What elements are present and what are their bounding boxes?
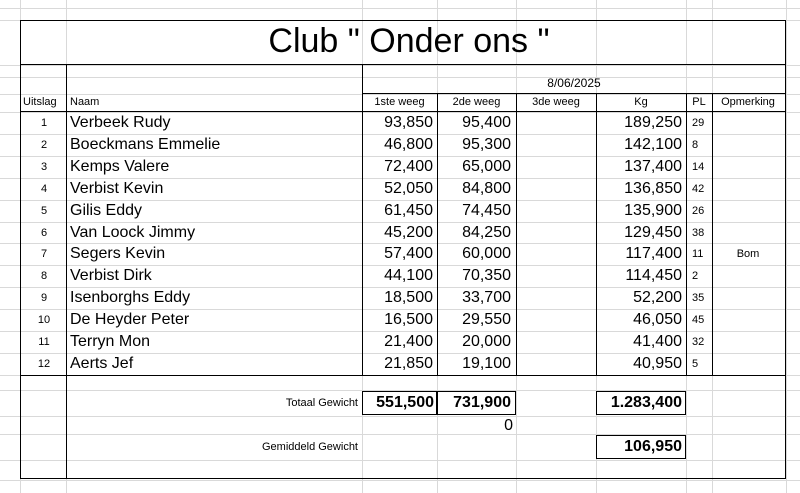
cell-pl: 38	[692, 227, 705, 239]
header-rank: Uitslag	[23, 97, 57, 108]
cell-rank: 8	[40, 271, 48, 283]
cell-rank: 10	[37, 315, 51, 327]
cell-rank: 9	[40, 293, 48, 305]
cell-rank: 12	[37, 358, 51, 370]
total-w2: 731,900	[453, 395, 511, 411]
cell-kg: 114,450	[625, 268, 682, 285]
cell-pl: 35	[692, 293, 705, 305]
cell-pl: 5	[692, 358, 699, 370]
cell-pl: 42	[692, 183, 705, 195]
cell-rank: 7	[40, 249, 48, 261]
cell-name: De Heyder Peter	[70, 312, 190, 329]
cell-name: Verbeek Rudy	[70, 115, 171, 131]
cell-pl: 29	[692, 118, 705, 129]
cell-w2: 95,400	[462, 115, 511, 131]
cell-w2: 19,100	[462, 355, 511, 372]
cell-pl: 11	[692, 249, 704, 261]
cell-w2: 60,000	[462, 246, 511, 263]
header-w3: 3de weeg	[532, 97, 580, 108]
cell-kg: 41,400	[633, 334, 682, 350]
cell-rank: 4	[40, 183, 48, 195]
total-extra: 0	[504, 418, 513, 434]
cell-rank: 1	[40, 118, 48, 129]
cell-w1: 21,850	[384, 355, 433, 372]
cell-w1: 46,800	[384, 136, 433, 153]
cell-rank: 11	[38, 337, 50, 348]
cell-w2: 29,550	[462, 312, 511, 329]
cell-pl: 26	[692, 205, 705, 217]
cell-rank: 6	[40, 227, 48, 239]
cell-w1: 45,200	[384, 224, 433, 241]
header-w1: 1ste weeg	[374, 97, 425, 108]
cell-pl: 14	[692, 161, 705, 173]
cell-kg: 46,050	[633, 312, 682, 329]
cell-w1: 93,850	[384, 115, 433, 131]
cell-kg: 189,250	[624, 115, 682, 131]
average-label: Gemiddeld Gewicht	[262, 442, 358, 453]
header-remark: Opmerking	[721, 97, 775, 108]
cell-w2: 33,700	[462, 290, 511, 307]
cell-name: Segers Kevin	[70, 246, 166, 263]
total-label: Totaal Gewicht	[285, 398, 358, 409]
cell-pl: 32	[692, 337, 705, 348]
cell-kg: 129,450	[624, 224, 682, 241]
cell-pl: 8	[692, 139, 699, 151]
cell-w2: 70,350	[462, 268, 511, 285]
cell-name: Boeckmans Emmelie	[70, 136, 221, 153]
cell-name: Kemps Valere	[70, 158, 170, 175]
cell-kg: 135,900	[624, 202, 682, 219]
cell-kg: 136,850	[624, 180, 682, 197]
cell-w2: 84,250	[462, 224, 511, 241]
header-w2: 2de weeg	[452, 97, 501, 108]
cell-w1: 52,050	[384, 180, 433, 197]
cell-kg: 137,400	[624, 158, 682, 175]
total-kg: 1.283,400	[610, 395, 682, 411]
cell-w2: 95,300	[462, 136, 511, 153]
cell-w2: 84,800	[462, 180, 511, 197]
cell-w1: 16,500	[384, 312, 433, 329]
cell-name: Terryn Mon	[70, 334, 151, 350]
cell-rank: 5	[40, 205, 48, 217]
cell-pl: 2	[692, 271, 699, 283]
cell-kg: 40,950	[633, 355, 682, 372]
cell-name: Verbist Kevin	[70, 180, 164, 197]
cell-name: Verbist Dirk	[70, 268, 152, 285]
header-name: Naam	[70, 97, 100, 108]
cell-w1: 44,100	[384, 268, 433, 285]
date-cell: 8/06/2025	[547, 77, 601, 90]
cell-name: Aerts Jef	[70, 355, 134, 372]
cell-name: Van Loock Jimmy	[70, 224, 196, 241]
cell-w2: 65,000	[462, 158, 511, 175]
cell-w2: 74,450	[462, 202, 511, 219]
cell-rank: 3	[40, 161, 48, 173]
cell-w1: 18,500	[384, 290, 433, 307]
cell-name: Gilis Eddy	[70, 202, 143, 219]
cell-w1: 57,400	[384, 246, 433, 263]
header-kg: Kg	[634, 97, 648, 108]
header-pl: PL	[692, 97, 706, 108]
total-w1: 551,500	[376, 395, 434, 411]
cell-pl: 45	[692, 315, 705, 327]
average-kg: 106,950	[624, 439, 682, 455]
page-title: Club " Onder ons "	[268, 22, 550, 60]
cell-remark: Bom	[736, 249, 760, 261]
cell-w1: 21,400	[384, 334, 433, 350]
cell-name: Isenborghs Eddy	[70, 290, 191, 307]
cell-kg: 117,400	[625, 246, 682, 263]
cell-w1: 61,450	[384, 202, 433, 219]
cell-rank: 2	[40, 139, 48, 151]
cell-w1: 72,400	[384, 158, 433, 175]
cell-kg: 52,200	[633, 290, 682, 307]
cell-kg: 142,100	[624, 136, 682, 153]
cell-w2: 20,000	[462, 334, 511, 350]
